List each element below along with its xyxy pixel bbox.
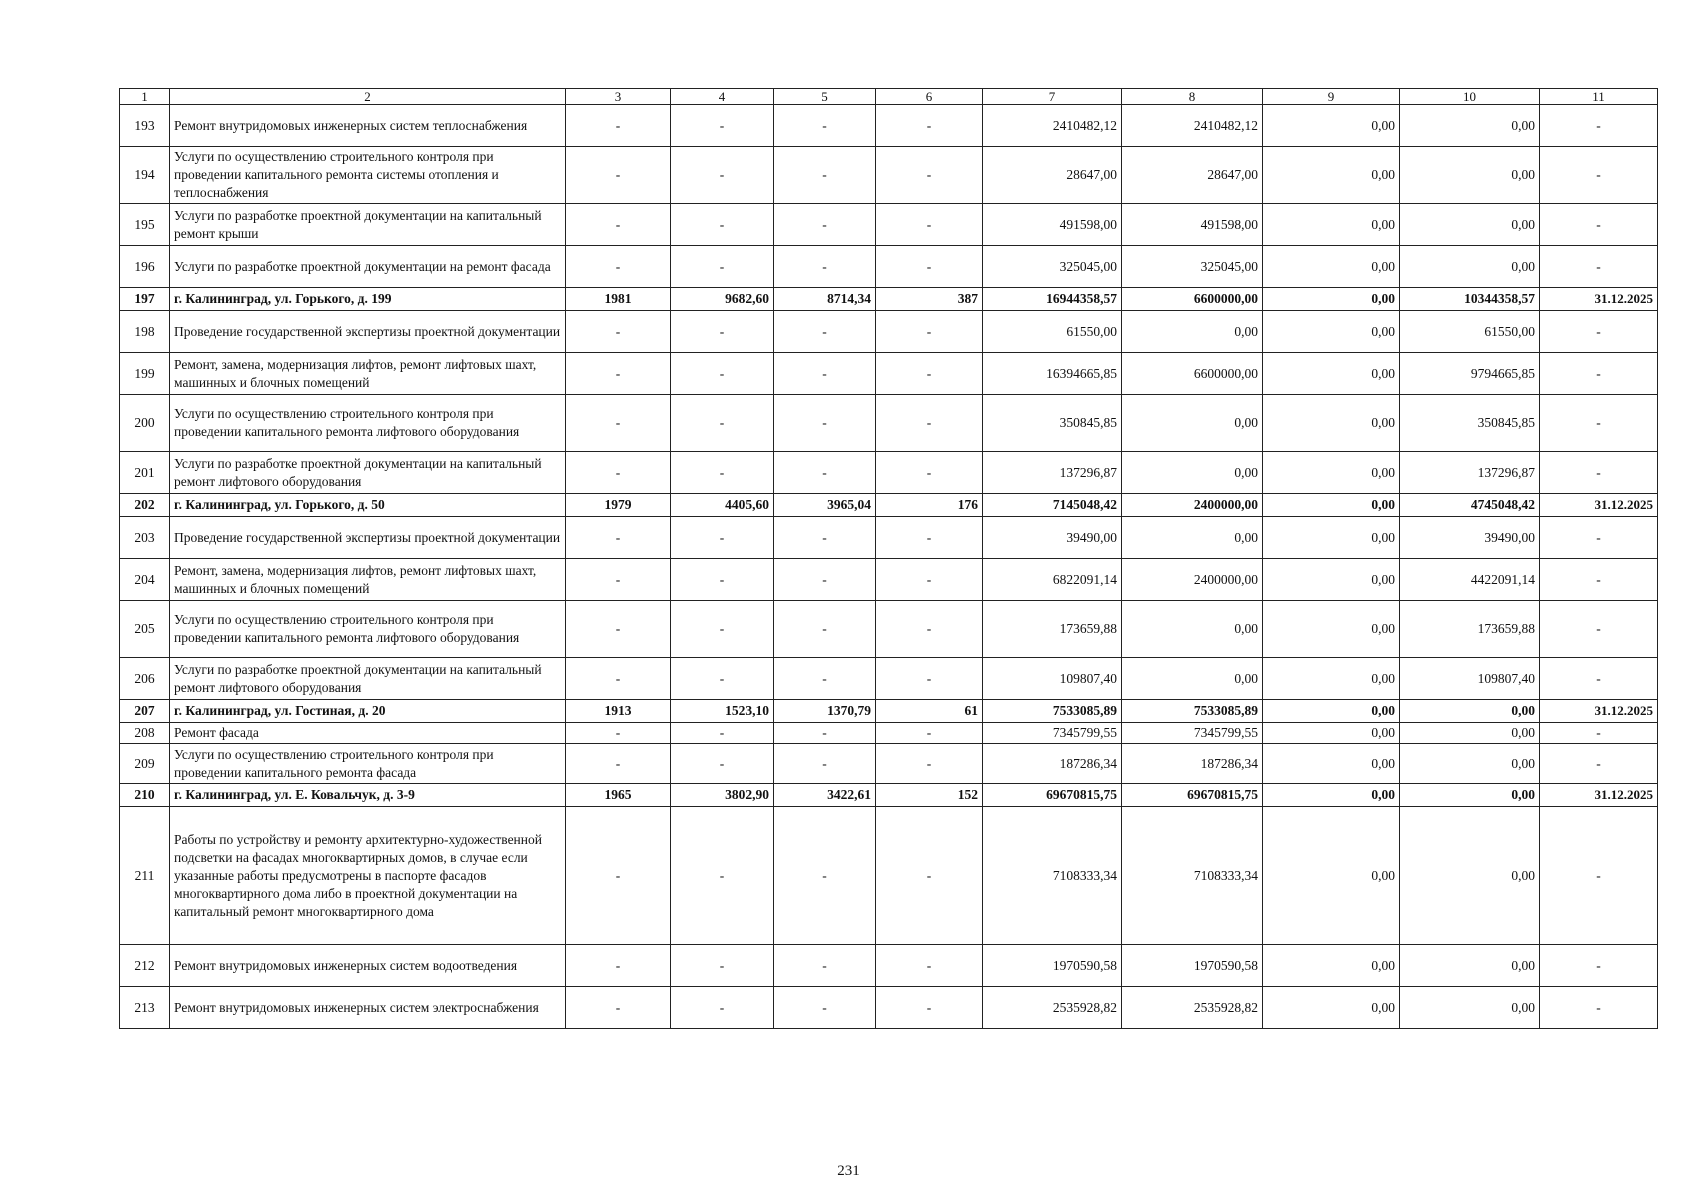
column-4-cell: - [671, 807, 774, 945]
column-8-cell: 0,00 [1122, 517, 1263, 559]
column-11-cell: - [1540, 204, 1658, 246]
column-6-cell: - [876, 658, 983, 700]
row-number-cell: 207 [120, 700, 170, 723]
column-7-cell: 491598,00 [983, 204, 1122, 246]
column-header: 9 [1263, 89, 1400, 105]
column-10-cell: 109807,40 [1400, 658, 1540, 700]
column-3-cell: - [566, 395, 671, 452]
column-11-cell: 31.12.2025 [1540, 784, 1658, 807]
column-5-cell: - [774, 987, 876, 1029]
table-row [120, 353, 1658, 395]
column-3-cell: - [566, 559, 671, 601]
column-6-cell: - [876, 311, 983, 353]
column-5-cell: - [774, 452, 876, 494]
column-5-cell: - [774, 204, 876, 246]
row-number-cell: 194 [120, 147, 170, 204]
column-7-cell: 7533085,89 [983, 700, 1122, 723]
column-11-cell: - [1540, 601, 1658, 658]
column-10-cell: 0,00 [1400, 147, 1540, 204]
column-3-cell: - [566, 723, 671, 744]
column-5-cell: - [774, 658, 876, 700]
column-7-cell: 2535928,82 [983, 987, 1122, 1029]
column-4-cell: - [671, 105, 774, 147]
column-4-cell: - [671, 353, 774, 395]
work-name-cell: г. Калининград, ул. Е. Ковальчук, д. 3-9 [170, 784, 566, 807]
work-name-cell: Услуги по осуществлению строительного контроля при проведении капитального ремонта лифтового оборудования [170, 601, 566, 658]
column-9-cell: 0,00 [1263, 559, 1400, 601]
column-8-cell: 187286,34 [1122, 744, 1263, 784]
column-9-cell: 0,00 [1263, 246, 1400, 288]
column-header: 7 [983, 89, 1122, 105]
table-row [120, 517, 1658, 559]
column-9-cell: 0,00 [1263, 517, 1400, 559]
column-6-cell: - [876, 807, 983, 945]
table-row [120, 311, 1658, 353]
column-7-cell: 16944358,57 [983, 288, 1122, 311]
column-5-cell: - [774, 395, 876, 452]
column-6-cell: 152 [876, 784, 983, 807]
column-5-cell: - [774, 807, 876, 945]
column-6-cell: - [876, 246, 983, 288]
column-6-cell: - [876, 452, 983, 494]
table-row [120, 784, 1658, 807]
row-number-cell: 206 [120, 658, 170, 700]
row-number-cell: 208 [120, 723, 170, 744]
column-10-cell: 4745048,42 [1400, 494, 1540, 517]
column-header: 2 [170, 89, 566, 105]
column-9-cell: 0,00 [1263, 723, 1400, 744]
column-11-cell: - [1540, 945, 1658, 987]
row-number-cell: 210 [120, 784, 170, 807]
column-5-cell: 8714,34 [774, 288, 876, 311]
row-number-cell: 198 [120, 311, 170, 353]
table-row [120, 559, 1658, 601]
column-10-cell: 0,00 [1400, 723, 1540, 744]
column-3-cell: - [566, 744, 671, 784]
column-7-cell: 2410482,12 [983, 105, 1122, 147]
repair-program-table [119, 88, 1658, 1029]
work-name-cell: Ремонт, замена, модернизация лифтов, ремонт лифтовых шахт, машинных и блочных помещений [170, 559, 566, 601]
column-8-cell: 28647,00 [1122, 147, 1263, 204]
column-11-cell: - [1540, 353, 1658, 395]
column-9-cell: 0,00 [1263, 601, 1400, 658]
column-9-cell: 0,00 [1263, 204, 1400, 246]
column-9-cell: 0,00 [1263, 700, 1400, 723]
table-row [120, 945, 1658, 987]
column-9-cell: 0,00 [1263, 147, 1400, 204]
column-6-cell: - [876, 395, 983, 452]
row-number-cell: 202 [120, 494, 170, 517]
column-11-cell: - [1540, 987, 1658, 1029]
column-header: 10 [1400, 89, 1540, 105]
column-5-cell: - [774, 147, 876, 204]
column-8-cell: 0,00 [1122, 601, 1263, 658]
column-6-cell: 387 [876, 288, 983, 311]
row-number-cell: 205 [120, 601, 170, 658]
table-row [120, 105, 1658, 147]
column-8-cell: 2410482,12 [1122, 105, 1263, 147]
column-9-cell: 0,00 [1263, 395, 1400, 452]
column-8-cell: 7108333,34 [1122, 807, 1263, 945]
row-number-cell: 211 [120, 807, 170, 945]
column-header: 1 [120, 89, 170, 105]
column-11-cell: - [1540, 395, 1658, 452]
column-8-cell: 7533085,89 [1122, 700, 1263, 723]
column-7-cell: 1970590,58 [983, 945, 1122, 987]
column-9-cell: 0,00 [1263, 353, 1400, 395]
table-row [120, 723, 1658, 744]
column-11-cell: - [1540, 658, 1658, 700]
column-4-cell: - [671, 723, 774, 744]
column-4-cell: - [671, 395, 774, 452]
row-number-cell: 213 [120, 987, 170, 1029]
column-8-cell: 1970590,58 [1122, 945, 1263, 987]
table-row [120, 288, 1658, 311]
column-4-cell: - [671, 559, 774, 601]
column-6-cell: - [876, 744, 983, 784]
column-9-cell: 0,00 [1263, 494, 1400, 517]
column-6-cell: - [876, 987, 983, 1029]
column-7-cell: 187286,34 [983, 744, 1122, 784]
column-3-cell: - [566, 601, 671, 658]
column-6-cell: - [876, 945, 983, 987]
column-9-cell: 0,00 [1263, 945, 1400, 987]
column-4-cell: - [671, 246, 774, 288]
column-10-cell: 61550,00 [1400, 311, 1540, 353]
row-number-cell: 199 [120, 353, 170, 395]
column-4-cell: - [671, 204, 774, 246]
column-5-cell: 1370,79 [774, 700, 876, 723]
column-3-cell: 1913 [566, 700, 671, 723]
table-row [120, 601, 1658, 658]
column-10-cell: 0,00 [1400, 987, 1540, 1029]
column-6-cell: 61 [876, 700, 983, 723]
column-10-cell: 0,00 [1400, 807, 1540, 945]
row-number-cell: 200 [120, 395, 170, 452]
column-3-cell: - [566, 945, 671, 987]
column-header: 3 [566, 89, 671, 105]
column-3-cell: - [566, 807, 671, 945]
work-name-cell: Услуги по осуществлению строительного контроля при проведении капитального ремонта фасада [170, 744, 566, 784]
column-10-cell: 0,00 [1400, 105, 1540, 147]
column-7-cell: 173659,88 [983, 601, 1122, 658]
column-5-cell: - [774, 353, 876, 395]
column-11-cell: - [1540, 517, 1658, 559]
column-4-cell: 9682,60 [671, 288, 774, 311]
column-3-cell: - [566, 517, 671, 559]
column-9-cell: 0,00 [1263, 987, 1400, 1029]
work-name-cell: Работы по устройству и ремонту архитектурно-художественной подсветки на фасадах многоквартирных домов, в случае если указанные работы предусмотрены в паспорте фасадов многоквартирного дома либо в проектной документации на капитальный ремонт многоквартирного дома [170, 807, 566, 945]
column-8-cell: 69670815,75 [1122, 784, 1263, 807]
column-4-cell: 3802,90 [671, 784, 774, 807]
column-11-cell: - [1540, 311, 1658, 353]
column-header: 6 [876, 89, 983, 105]
column-4-cell: - [671, 744, 774, 784]
column-10-cell: 0,00 [1400, 784, 1540, 807]
column-4-cell: - [671, 452, 774, 494]
table-row [120, 658, 1658, 700]
column-5-cell: - [774, 246, 876, 288]
work-name-cell: Ремонт внутридомовых инженерных систем водоотведения [170, 945, 566, 987]
column-7-cell: 7108333,34 [983, 807, 1122, 945]
column-5-cell: - [774, 311, 876, 353]
column-10-cell: 10344358,57 [1400, 288, 1540, 311]
column-8-cell: 0,00 [1122, 311, 1263, 353]
work-name-cell: Проведение государственной экспертизы проектной документации [170, 517, 566, 559]
table-row [120, 700, 1658, 723]
column-4-cell: - [671, 945, 774, 987]
work-name-cell: Услуги по осуществлению строительного контроля при проведении капитального ремонта системы отопления и теплоснабжения [170, 147, 566, 204]
column-3-cell: - [566, 204, 671, 246]
column-11-cell: - [1540, 452, 1658, 494]
column-header: 11 [1540, 89, 1658, 105]
column-11-cell: - [1540, 807, 1658, 945]
column-6-cell: - [876, 517, 983, 559]
column-11-cell: 31.12.2025 [1540, 700, 1658, 723]
column-4-cell: - [671, 601, 774, 658]
column-9-cell: 0,00 [1263, 658, 1400, 700]
column-7-cell: 7345799,55 [983, 723, 1122, 744]
column-3-cell: - [566, 246, 671, 288]
row-number-cell: 212 [120, 945, 170, 987]
column-6-cell: - [876, 353, 983, 395]
column-7-cell: 137296,87 [983, 452, 1122, 494]
work-name-cell: Услуги по осуществлению строительного контроля при проведении капитального ремонта лифтового оборудования [170, 395, 566, 452]
row-number-cell: 193 [120, 105, 170, 147]
column-10-cell: 0,00 [1400, 700, 1540, 723]
column-9-cell: 0,00 [1263, 807, 1400, 945]
column-5-cell: - [774, 601, 876, 658]
column-3-cell: 1981 [566, 288, 671, 311]
row-number-cell: 201 [120, 452, 170, 494]
table-row [120, 807, 1658, 945]
work-name-cell: Ремонт внутридомовых инженерных систем электроснабжения [170, 987, 566, 1029]
column-11-cell: - [1540, 559, 1658, 601]
column-7-cell: 325045,00 [983, 246, 1122, 288]
work-name-cell: Услуги по разработке проектной документации на капитальный ремонт крыши [170, 204, 566, 246]
column-5-cell: 3422,61 [774, 784, 876, 807]
column-5-cell: - [774, 744, 876, 784]
column-9-cell: 0,00 [1263, 288, 1400, 311]
column-4-cell: - [671, 658, 774, 700]
column-6-cell: - [876, 105, 983, 147]
column-8-cell: 325045,00 [1122, 246, 1263, 288]
column-4-cell: - [671, 147, 774, 204]
column-8-cell: 6600000,00 [1122, 353, 1263, 395]
column-8-cell: 0,00 [1122, 395, 1263, 452]
column-7-cell: 6822091,14 [983, 559, 1122, 601]
column-8-cell: 0,00 [1122, 452, 1263, 494]
column-3-cell: 1979 [566, 494, 671, 517]
column-8-cell: 6600000,00 [1122, 288, 1263, 311]
table-row [120, 987, 1658, 1029]
column-4-cell: 1523,10 [671, 700, 774, 723]
work-name-cell: Услуги по разработке проектной документации на ремонт фасада [170, 246, 566, 288]
work-name-cell: Ремонт внутридомовых инженерных систем теплоснабжения [170, 105, 566, 147]
table-row [120, 452, 1658, 494]
column-9-cell: 0,00 [1263, 311, 1400, 353]
column-8-cell: 0,00 [1122, 658, 1263, 700]
column-10-cell: 173659,88 [1400, 601, 1540, 658]
column-7-cell: 69670815,75 [983, 784, 1122, 807]
column-5-cell: - [774, 723, 876, 744]
column-11-cell: - [1540, 147, 1658, 204]
column-10-cell: 39490,00 [1400, 517, 1540, 559]
column-7-cell: 109807,40 [983, 658, 1122, 700]
column-3-cell: - [566, 105, 671, 147]
column-4-cell: - [671, 517, 774, 559]
row-number-cell: 197 [120, 288, 170, 311]
column-6-cell: - [876, 147, 983, 204]
column-7-cell: 7145048,42 [983, 494, 1122, 517]
column-11-cell: - [1540, 246, 1658, 288]
column-8-cell: 2535928,82 [1122, 987, 1263, 1029]
column-5-cell: - [774, 105, 876, 147]
work-name-cell: Услуги по разработке проектной документации на капитальный ремонт лифтового оборудования [170, 452, 566, 494]
column-9-cell: 0,00 [1263, 105, 1400, 147]
row-number-cell: 203 [120, 517, 170, 559]
column-number-header-row [120, 89, 1658, 105]
column-11-cell: - [1540, 744, 1658, 784]
table-row [120, 204, 1658, 246]
column-9-cell: 0,00 [1263, 784, 1400, 807]
column-10-cell: 0,00 [1400, 744, 1540, 784]
table-row [120, 395, 1658, 452]
table-row [120, 147, 1658, 204]
column-3-cell: - [566, 147, 671, 204]
column-3-cell: - [566, 658, 671, 700]
work-name-cell: г. Калининград, ул. Горького, д. 50 [170, 494, 566, 517]
column-6-cell: - [876, 559, 983, 601]
row-number-cell: 196 [120, 246, 170, 288]
column-10-cell: 0,00 [1400, 945, 1540, 987]
column-4-cell: 4405,60 [671, 494, 774, 517]
column-11-cell: - [1540, 105, 1658, 147]
work-name-cell: Проведение государственной экспертизы проектной документации [170, 311, 566, 353]
column-10-cell: 0,00 [1400, 246, 1540, 288]
row-number-cell: 195 [120, 204, 170, 246]
column-11-cell: - [1540, 723, 1658, 744]
column-8-cell: 2400000,00 [1122, 494, 1263, 517]
page-number: 231 [837, 1163, 860, 1179]
column-10-cell: 350845,85 [1400, 395, 1540, 452]
column-7-cell: 16394665,85 [983, 353, 1122, 395]
column-5-cell: 3965,04 [774, 494, 876, 517]
column-header: 8 [1122, 89, 1263, 105]
column-8-cell: 7345799,55 [1122, 723, 1263, 744]
column-7-cell: 61550,00 [983, 311, 1122, 353]
column-6-cell: - [876, 723, 983, 744]
column-6-cell: - [876, 204, 983, 246]
column-3-cell: - [566, 353, 671, 395]
column-5-cell: - [774, 945, 876, 987]
column-8-cell: 491598,00 [1122, 204, 1263, 246]
column-3-cell: - [566, 452, 671, 494]
column-3-cell: - [566, 311, 671, 353]
column-11-cell: 31.12.2025 [1540, 494, 1658, 517]
column-9-cell: 0,00 [1263, 744, 1400, 784]
column-5-cell: - [774, 517, 876, 559]
column-6-cell: - [876, 601, 983, 658]
column-3-cell: 1965 [566, 784, 671, 807]
column-8-cell: 2400000,00 [1122, 559, 1263, 601]
column-11-cell: 31.12.2025 [1540, 288, 1658, 311]
table-row [120, 494, 1658, 517]
work-name-cell: г. Калининград, ул. Гостиная, д. 20 [170, 700, 566, 723]
column-4-cell: - [671, 987, 774, 1029]
column-header: 5 [774, 89, 876, 105]
column-4-cell: - [671, 311, 774, 353]
column-10-cell: 0,00 [1400, 204, 1540, 246]
column-9-cell: 0,00 [1263, 452, 1400, 494]
column-7-cell: 28647,00 [983, 147, 1122, 204]
work-name-cell: г. Калининград, ул. Горького, д. 199 [170, 288, 566, 311]
column-6-cell: 176 [876, 494, 983, 517]
column-10-cell: 137296,87 [1400, 452, 1540, 494]
row-number-cell: 204 [120, 559, 170, 601]
column-10-cell: 4422091,14 [1400, 559, 1540, 601]
work-name-cell: Ремонт фасада [170, 723, 566, 744]
column-7-cell: 350845,85 [983, 395, 1122, 452]
column-5-cell: - [774, 559, 876, 601]
table-row [120, 246, 1658, 288]
row-number-cell: 209 [120, 744, 170, 784]
column-3-cell: - [566, 987, 671, 1029]
column-10-cell: 9794665,85 [1400, 353, 1540, 395]
column-header: 4 [671, 89, 774, 105]
work-name-cell: Услуги по разработке проектной документации на капитальный ремонт лифтового оборудования [170, 658, 566, 700]
column-7-cell: 39490,00 [983, 517, 1122, 559]
table-row [120, 744, 1658, 784]
work-name-cell: Ремонт, замена, модернизация лифтов, ремонт лифтовых шахт, машинных и блочных помещений [170, 353, 566, 395]
